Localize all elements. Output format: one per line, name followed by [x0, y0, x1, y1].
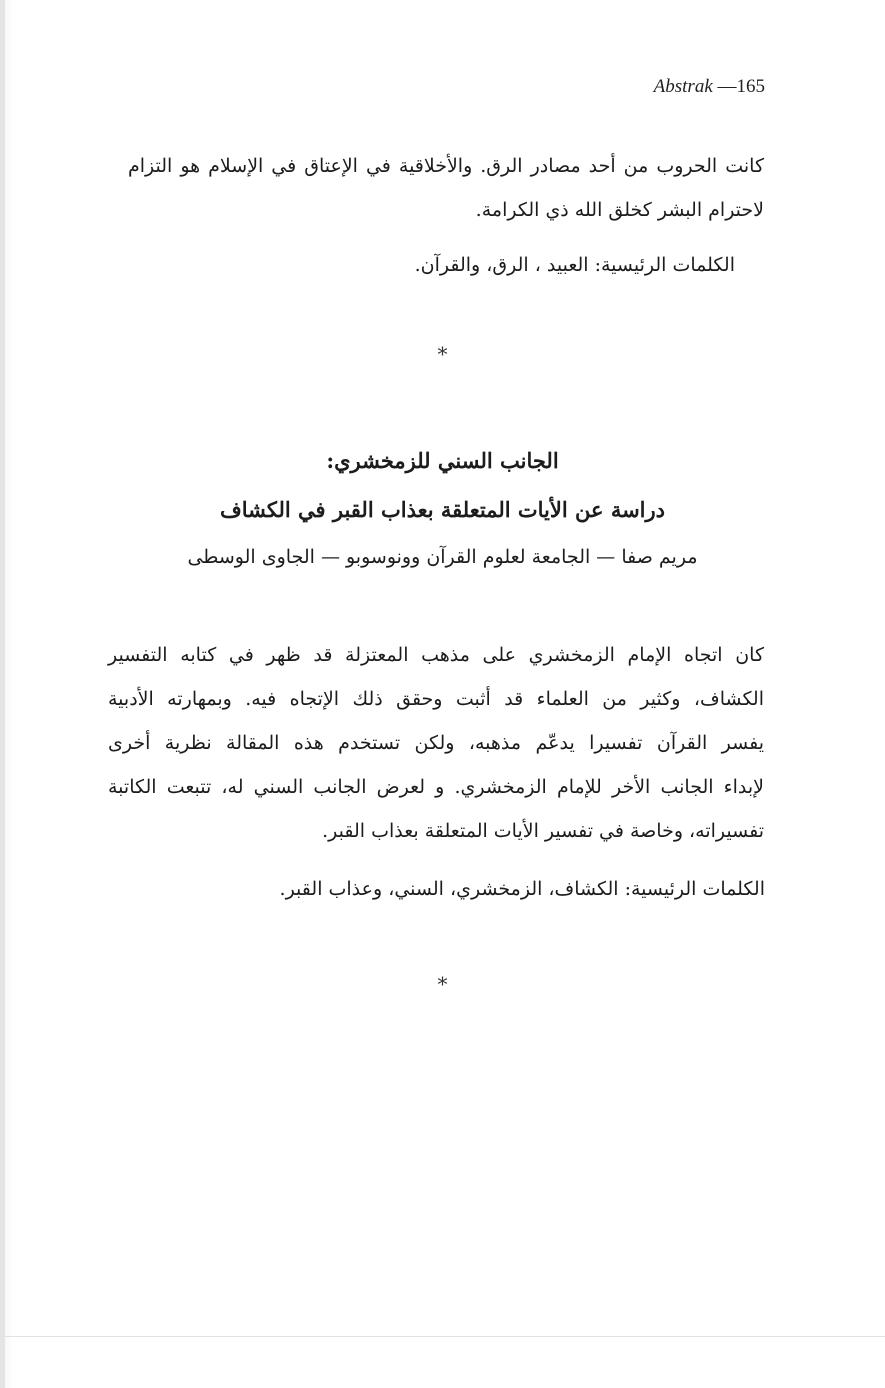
abstract-two-line: الكشاف، وكثير من العلماء قد أثبت وحقق ذلك الإتجاه فيه. وبمهارته الأدبية [108, 688, 764, 710]
abstract-one-keywords: الكلمات الرئيسية: العبيد ، الرق، والقرآن. [414, 254, 735, 276]
article-title: الجانب السني للزمخشري: [326, 448, 559, 473]
section-separator-asterisk: * [437, 972, 448, 996]
running-header [654, 76, 765, 98]
abstract-two-line: لإبداء الجانب الأخر للإمام الزمخشري. و لعرض الجانب السني له، تتبعت الكاتبة [108, 776, 764, 798]
abstract-two-body [108, 633, 764, 853]
abstract-one-line: كانت الحروب من أحد مصادر الرق. والأخلاقية في الإعتاق في الإسلام هو التزام [128, 155, 764, 177]
abstract-two-line: يفسر القرآن تفسيرا يدعّم مذهبه، ولكن تستخدم هذه المقالة نظرية أخرى [108, 732, 764, 754]
author-affiliation: مريم صفا — الجامعة لعلوم القرآن وونوسوبو — الجاوى الوسطى [187, 546, 698, 568]
page-binding-shadow [0, 0, 5, 1388]
abstract-two-line: كان اتجاه الإمام الزمخشري على مذهب المعتزلة قد ظهر في كتابه التفسير [108, 644, 764, 666]
page-number: —165 [717, 76, 765, 97]
abstract-two-line: تفسيراته، وخاصة في تفسير الأيات المتعلقة بعذاب القبر. [322, 820, 764, 842]
abstract-one-body [128, 144, 764, 232]
abstract-one-line: لاحترام البشر كخلق الله ذي الكرامة. [475, 199, 764, 221]
abstract-two-keywords: الكلمات الرئيسية: الكشاف، الزمخشري، السني، وعذاب القبر. [279, 878, 765, 900]
page-bottom-edge [0, 1336, 885, 1337]
section-separator-asterisk: * [437, 342, 448, 366]
article-subtitle: دراسة عن الأيات المتعلقة بعذاب القبر في الكشاف [219, 497, 666, 522]
running-title: Abstrak [653, 76, 713, 97]
